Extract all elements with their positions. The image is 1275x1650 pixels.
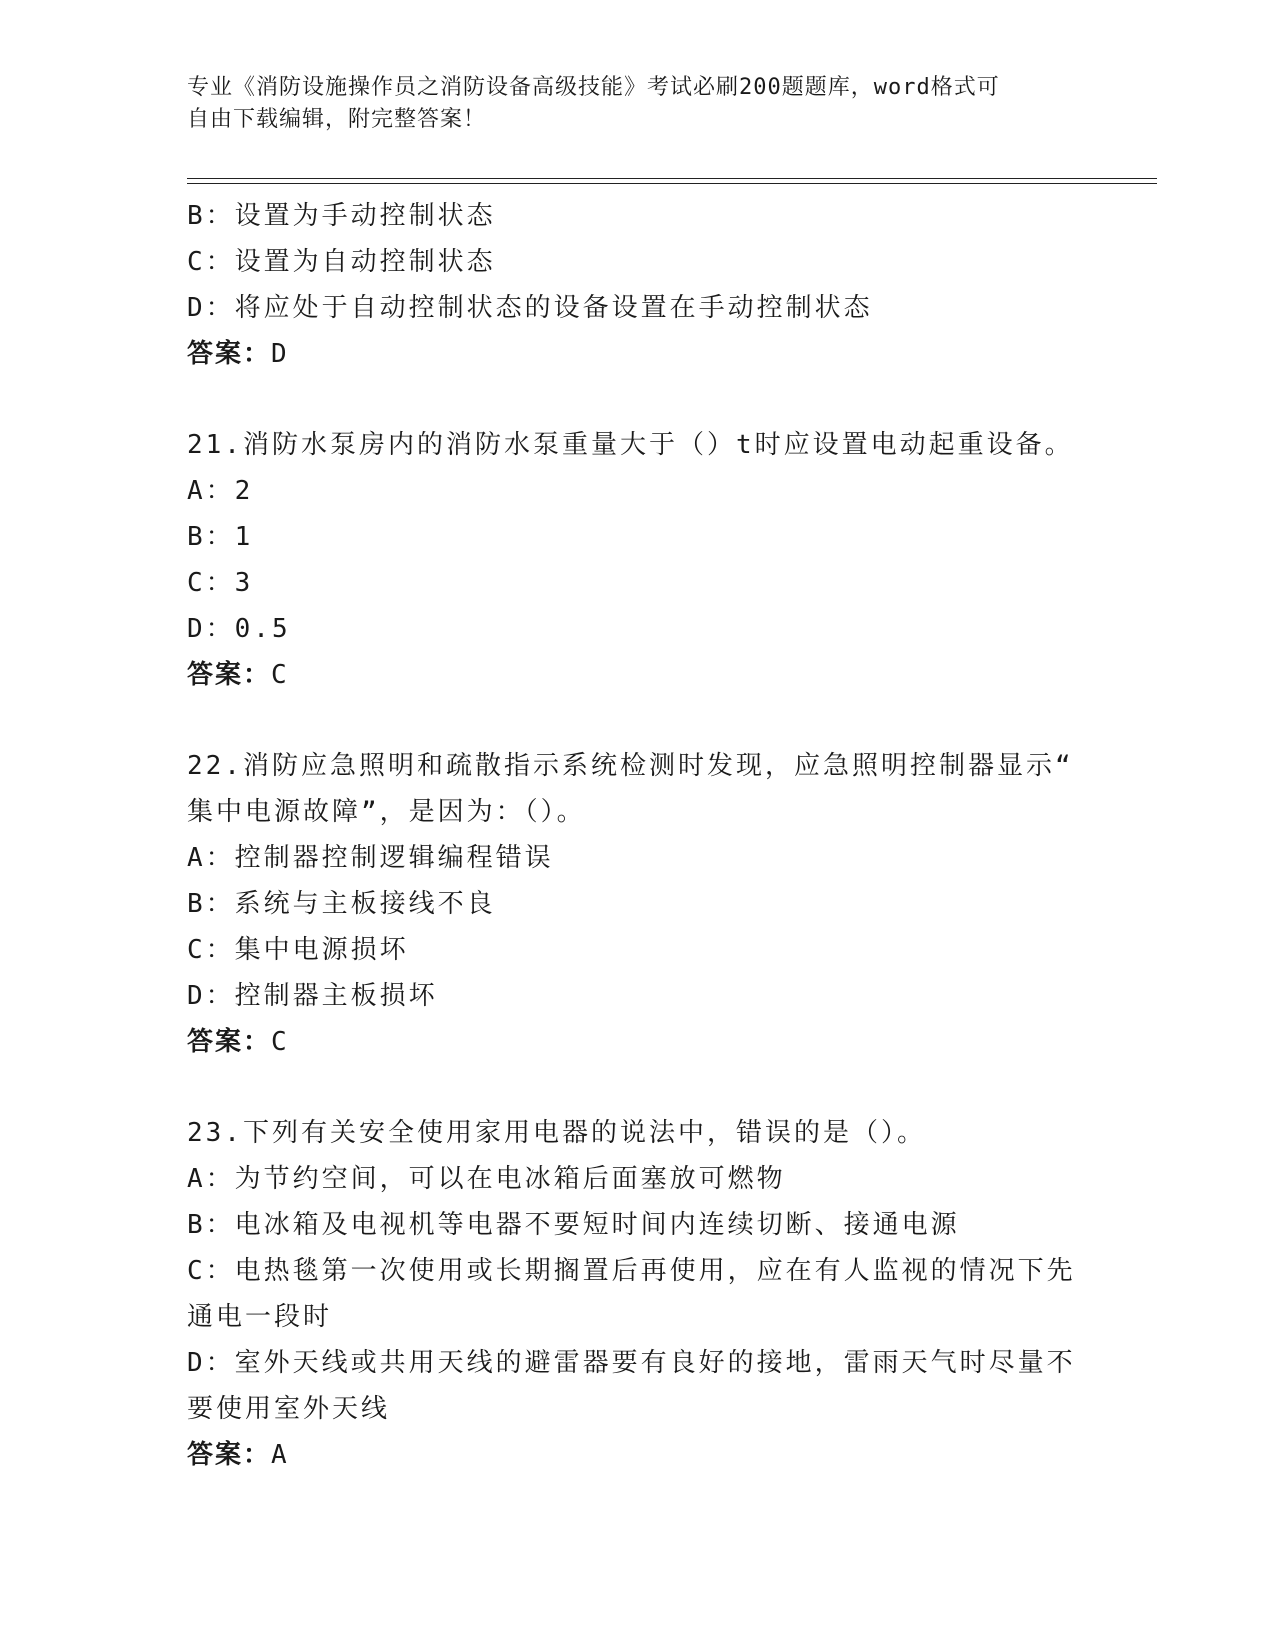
question-21 (187, 422, 1087, 698)
answer-line (187, 652, 1087, 698)
option-a: A：2 (187, 476, 254, 506)
spacer (187, 1065, 1087, 1110)
option-c-continued: 通电一段时 (187, 1302, 333, 1332)
option-d: D：控制器主板损坏 (187, 981, 438, 1011)
option-b: B：设置为手动控制状态 (187, 201, 496, 231)
option-a: A：控制器控制逻辑编程错误 (187, 843, 554, 873)
option-d-continued: 要使用室外天线 (187, 1394, 391, 1424)
spacer (187, 377, 1087, 422)
question-22 (187, 743, 1087, 1065)
option-a: A：为节约空间，可以在电冰箱后面塞放可燃物 (187, 1164, 786, 1194)
answer-line (187, 331, 1087, 377)
header-divider-top (187, 178, 1157, 179)
question-stem-continued: 集中电源故障”，是因为：（）。 (187, 797, 586, 827)
answer-label: 答案： (187, 660, 272, 690)
spacer (187, 698, 1087, 743)
question-stem: 23.下列有关安全使用家用电器的说法中，错误的是（）。 (187, 1118, 926, 1148)
option-c: C：设置为自动控制状态 (187, 247, 496, 277)
document-header (187, 72, 1087, 136)
option-b: B：系统与主板接线不良 (187, 889, 496, 919)
question-previous (187, 193, 1087, 377)
option-d: D：0.5 (187, 614, 291, 644)
option-c: C：电热毯第一次使用或长期搁置后再使用，应在有人监视的情况下先 (187, 1256, 1076, 1286)
question-stem: 21.消防水泵房内的消防水泵重量大于（）t时应设置电动起重设备。 (187, 430, 1074, 460)
question-stem: 22.消防应急照明和疏散指示系统检测时发现，应急照明控制器显示“ (187, 751, 1074, 781)
answer-line (187, 1019, 1087, 1065)
answer-value: D (271, 339, 288, 369)
header-subtitle-line: 自由下载编辑，附完整答案！ (187, 107, 487, 132)
option-c: C：集中电源损坏 (187, 935, 409, 965)
answer-value: C (271, 660, 288, 690)
answer-value: A (271, 1440, 288, 1470)
answer-label: 答案： (187, 1027, 272, 1057)
answer-label: 答案： (187, 339, 272, 369)
answer-line (187, 1432, 1087, 1478)
option-b: B：1 (187, 522, 254, 552)
header-title-line: 专业《消防设施操作员之消防设备高级技能》考试必刷200题题库，word格式可 (187, 75, 1000, 100)
answer-value: C (271, 1027, 288, 1057)
option-d: D：将应处于自动控制状态的设备设置在手动控制状态 (187, 293, 873, 323)
question-23 (187, 1110, 1087, 1478)
option-d: D：室外天线或共用天线的避雷器要有良好的接地，雷雨天气时尽量不 (187, 1348, 1076, 1378)
header-divider-bottom (187, 183, 1157, 184)
option-b: B：电冰箱及电视机等电器不要短时间内连续切断、接通电源 (187, 1210, 960, 1240)
answer-label: 答案： (187, 1440, 272, 1470)
option-c: C：3 (187, 568, 254, 598)
question-list (187, 193, 1087, 1478)
